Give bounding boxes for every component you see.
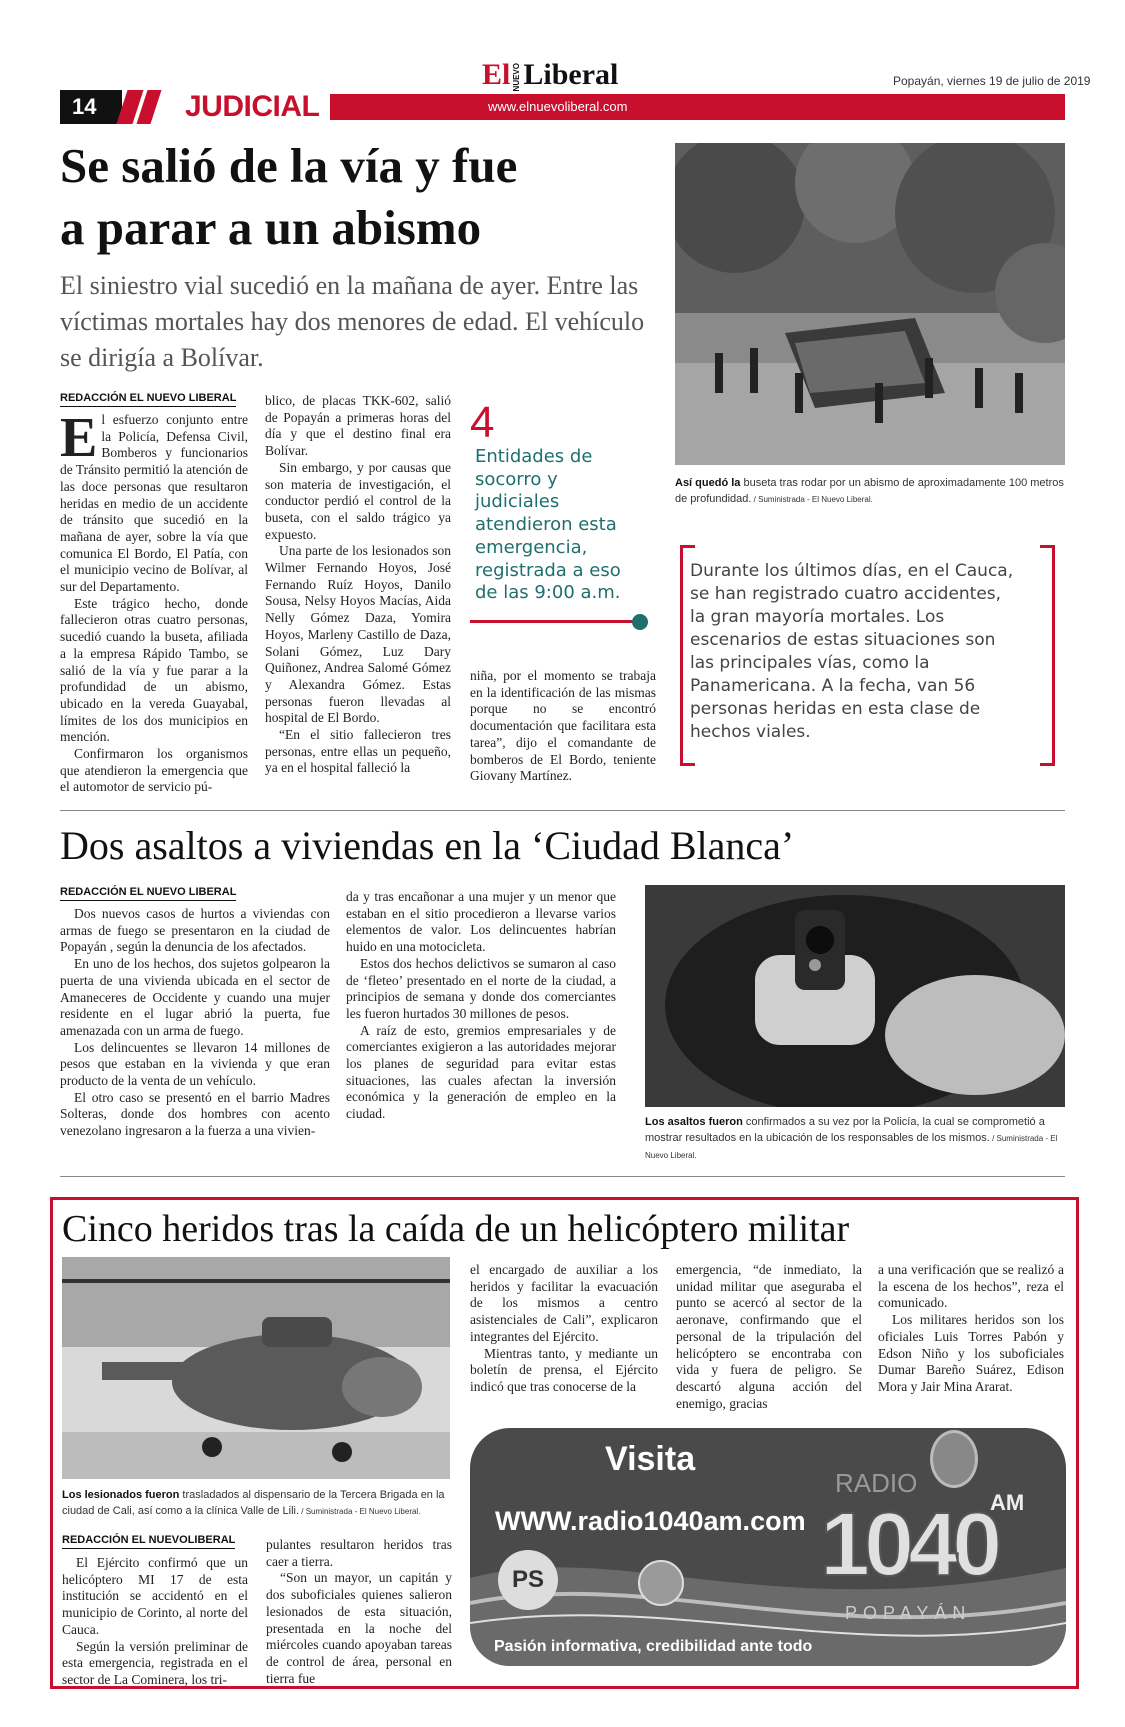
paragraph: En uno de los hechos, dos sujetos golpearon la puerta de una vivienda ubicada en el sector de Amaneceres de Occidente y cuando una mujer residente en el lugar abrió la puerta, fue amenazada con un arma de fuego. xyxy=(60,956,330,1038)
fact-divider xyxy=(470,620,640,623)
section-title: JUDICIAL xyxy=(185,90,320,123)
article3-byline-wrap xyxy=(62,1530,235,1549)
ad-am: AM xyxy=(990,1490,1025,1515)
header-red-bar xyxy=(330,94,1065,120)
section-divider xyxy=(60,810,1065,811)
headline-line: a parar a un abismo xyxy=(60,200,482,255)
article1-headline xyxy=(60,135,660,259)
caption-text: buseta tras rodar por un abismo de aproximadamente 100 metros de profundidad. xyxy=(675,477,1064,505)
caption-text: confirmados a su vez por la Policía, la cual se comprometió a mostrar resultados en la ubicación de los responsables de los mismos. xyxy=(645,1116,1045,1144)
article1-column-2 xyxy=(265,393,451,777)
ad-url[interactable]: WWW.radio1040am.com xyxy=(495,1506,806,1536)
article2-headline: Dos asaltos a viviendas en la ‘Ciudad Blanca’ xyxy=(60,823,795,868)
robbery-photo xyxy=(645,885,1065,1107)
article2-column-2 xyxy=(346,889,616,1123)
paragraph: Estos dos hechos delictivos se sumaron al caso de ‘fleteo’ presentado en el norte de la ciudad, a principios de semana y donde dos comerciantes les fueron hurtados 30 millones de pesos. xyxy=(346,955,616,1021)
paragraph: Según la versión preliminar de esta emergencia, registrada en el sector de La Cominera, los tri- xyxy=(62,1638,248,1687)
caption-lead: Los lesionados fueron xyxy=(62,1489,180,1501)
caption-lead: Así quedó la xyxy=(675,477,741,489)
drop-cap: E xyxy=(60,407,98,469)
bus-accident-photo xyxy=(675,143,1065,465)
paragraph: A raíz de esto, gremios empresariales y de comerciantes exigieron a las autoridades mejorar los planes de seguridad para evitar estas situaciones, las cuales afectan la inversión económica y la generación de empleo en la ciudad. xyxy=(346,1022,616,1122)
paragraph: Sin embargo, y por causas que son materia de investigación, el conductor perdió el control de la buseta, con el saldo trágico ya expuesto. xyxy=(265,459,451,542)
helicopter-image xyxy=(62,1257,450,1479)
article1-column-1 xyxy=(60,407,248,796)
article3-column-1 xyxy=(62,1555,248,1689)
fact-text: Entidades de socorro y judiciales atendieron esta emergencia, registrada a eso de las 9:00 a.m. xyxy=(475,446,621,604)
paragraph: El otro caso se presentó en el barrio Madres Solteras, donde dos hombres con acento venezolano ingresaron a la fuerza a una vivien- xyxy=(60,1089,330,1139)
quote-bracket-right xyxy=(1040,545,1055,766)
article3-headline: Cinco heridos tras la caída de un helicóptero militar xyxy=(62,1208,850,1250)
bus-accident-image xyxy=(675,143,1065,465)
caption-text: trasladados al dispensario de la Tercera Brigada en la ciudad de Cali, así como a la clínica Valle de Lili. xyxy=(62,1489,445,1517)
newspaper-logo xyxy=(482,58,618,92)
paragraph: Los militares heridos son los oficiales Luis Torres Pabón y Edson Niño y los suboficiales Dumar Bareño Suárez, Edison Mora y Jair Mina Ararat. xyxy=(878,1312,1064,1394)
logo-nuevo: NUEVO xyxy=(512,62,522,92)
byline: REDACCIÓN EL NUEVO LIBERAL xyxy=(60,886,236,901)
microphone-icon xyxy=(930,1430,978,1488)
paragraph: emergencia, “de inmediato, la unidad militar que aseguraba el punto se acercó al sector de la aeronave, confirmando que el personal de la tripulación del helicóptero se encontraba con vida y fuera de peligro. Se descartó alguna acción del enemigo, gracias xyxy=(676,1262,862,1411)
byline: REDACCIÓN EL NUEVOLIBERAL xyxy=(62,1534,235,1549)
headline-line: Se salió de la vía y fue xyxy=(60,138,518,193)
radio-advertisement[interactable] xyxy=(470,1428,1066,1666)
paragraph: Confirmaron los organismos que atendieron la emergencia que el automotor de servicio pú- xyxy=(60,746,248,795)
paragraph: Mientras tanto, y mediante un boletín de prensa, el Ejército indicó que tras conocerse de la xyxy=(470,1345,658,1394)
page-number: 14 xyxy=(60,90,122,124)
emblem-icon xyxy=(638,1560,684,1606)
fact-dot-icon xyxy=(632,614,648,630)
fact-number: 4 xyxy=(470,398,495,447)
caption-credit: / Suministrada - El Nuevo Liberal. xyxy=(645,1134,1058,1160)
caption-credit: / Suministrada - El Nuevo Liberal. xyxy=(299,1507,421,1516)
article1-column-3 xyxy=(470,668,656,785)
paragraph: Una parte de los lesionados son Wilmer Fernando Hoyos, José Fernando Ruíz Hoyos, Danilo Sousa, Nelsy Hoyos Macías, Aida Nelly Gómez Daza, Yomira Hoyos, Marleny Castillo de Daza, Solani Gómez, Luz Dary Quiñonez, Andrea Salomé Gómez y Alexandra Gómez. Estas personas fueron llevadas al hospital de El Bordo. xyxy=(265,543,451,726)
helicopter-photo xyxy=(62,1257,450,1479)
article3-column-3 xyxy=(470,1262,658,1396)
section-divider xyxy=(60,1176,1065,1177)
paragraph: a una verificación que se realizó a la escena de los hechos”, reza el comunicado. xyxy=(878,1262,1064,1311)
article1-byline-wrap xyxy=(60,388,236,407)
ad-city: POPAYÁN xyxy=(845,1603,972,1623)
article3-column-2 xyxy=(266,1537,452,1687)
gun-hand-image xyxy=(645,885,1065,1107)
article3-column-4 xyxy=(676,1262,862,1412)
ps-logo-icon: PS xyxy=(498,1550,558,1610)
paragraph: Este trágico hecho, donde fallecieron otras cuatro personas, sucedió cuando la buseta, afiliada a la empresa Rápido Tambo, se salió de la vía y fue parar a la profundidad de un abismo, ubicado en la vereda Guayabal, límites de los dos municipios en mención. xyxy=(60,595,248,745)
article2-column-1 xyxy=(60,906,330,1140)
pull-quote: Durante los últimos días, en el Cauca, se han registrado cuatro accidentes, la gran mayoría mortales. Los escenarios de estas situaciones son las principales vías, como la Panamericana. A la fecha, van 56 personas heridas en esta clase de hechos viales. xyxy=(690,561,1014,742)
paragraph: el encargado de auxiliar a los heridos y facilitar la evacuación de los mismos a centro asistenciales de Cali”, explicaron integrantes del Ejército. xyxy=(470,1262,658,1344)
issue-date: Popayán, viernes 19 de julio de 2019 xyxy=(893,74,1091,88)
bus-photo-caption xyxy=(675,475,1065,508)
paragraph: “Son un mayor, un capitán y dos suboficiales quienes salieron lesionados de esta situación, presentada en la noche del miércoles cuando apoyaban tareas de control de área, personal en tierra fue xyxy=(266,1570,452,1686)
paragraph: da y tras encañonar a una mujer y un menor que estaban en el sitio procedieron a llevarse varios elementos de valor. Los delincuentes habrían huido en una motocicleta. xyxy=(346,889,616,955)
article2-byline-wrap xyxy=(60,882,236,901)
caption-lead: Los asaltos fueron xyxy=(645,1116,743,1128)
paragraph: El Ejército confirmó que un helicóptero MI 17 de esta institución se accidentó en el municipio de Corinto, al norte del Cauca. xyxy=(62,1555,248,1637)
robbery-photo-caption xyxy=(645,1114,1065,1164)
paragraph: blico, de placas TKK-602, salió de Popayán a primeras horas del día y que el destino final era Bolívar. xyxy=(265,393,451,459)
logo-el: El xyxy=(482,58,511,91)
ad-slogan: Pasión informativa, credibilidad ante todo xyxy=(494,1638,813,1655)
article1-subtitle: El siniestro vial sucedió en la mañana de ayer. Entre las víctimas mortales hay dos menores de edad. El vehículo se dirigía a Bolívar. xyxy=(60,271,645,372)
paragraph: Dos nuevos casos de hurtos a viviendas con armas de fuego se presentaron en la ciudad de Popayán , según la denuncia de los afectados. xyxy=(60,906,330,955)
paragraph: niña, por el momento se trabaja en la identificación de las mismas porque no se encontró documentación que facilitara esta tarea”, dijo el comandante de bomberos de El Bordo, teniente Giovany Martínez. xyxy=(470,668,656,784)
article3-column-5 xyxy=(878,1262,1064,1396)
helicopter-photo-caption xyxy=(62,1487,452,1520)
paragraph: “En el sitio fallecieron tres personas, entre ellas un pequeño, ya en el hospital falleció la xyxy=(265,727,451,776)
logo-liberal: Liberal xyxy=(523,58,619,91)
website-url[interactable]: www.elnuevoliberal.com xyxy=(488,99,628,114)
paragraph: pulantes resultaron heridos tras caer a tierra. xyxy=(266,1537,452,1569)
paragraph: l esfuerzo conjunto entre la Policía, Defensa Civil, Bomberos y funcionarios de Tránsito permitió la atención de las doce personas que resultaron heridas en medio de un accidente de tránsito que sucedió en la mañana de ayer, sobre la vía que comunica El Bordo, El Patía, con el municipio vecino de Bolívar, al sur del Departamento. xyxy=(60,412,248,595)
ad-visita: Visita xyxy=(605,1440,696,1478)
ad-radio-label: RADIO xyxy=(835,1468,918,1498)
caption-credit: / Suministrada - El Nuevo Liberal. xyxy=(751,495,873,504)
byline: REDACCIÓN EL NUEVO LIBERAL xyxy=(60,392,236,407)
ad-frequency: 1040 xyxy=(820,1495,997,1595)
paragraph: Los delincuentes se llevaron 14 millones de pesos que estaban en la vivienda y que eran producto de la venta de un vehículo. xyxy=(60,1039,330,1089)
